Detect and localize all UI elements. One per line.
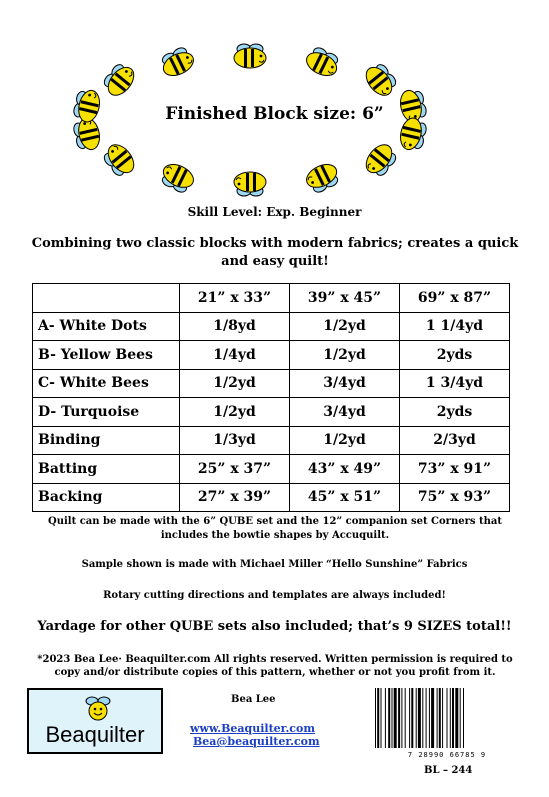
bee-icon	[100, 140, 139, 180]
table-row	[33, 341, 510, 370]
table-cell: 1/2yd	[180, 398, 290, 427]
table-cell: 1/8yd	[180, 312, 290, 341]
table-cell: 1/2yd	[290, 426, 400, 455]
logo-text: Beaquilter	[45, 722, 145, 747]
table-cell: 3/4yd	[290, 398, 400, 427]
row-label: Backing	[33, 483, 180, 512]
row-label: Binding	[33, 426, 180, 455]
table-cell: 2yds	[400, 398, 510, 427]
table-row	[33, 426, 510, 455]
table-cell: 1/2yd	[180, 369, 290, 398]
table-header-blank	[33, 284, 180, 313]
table-cell: 1/4yd	[180, 341, 290, 370]
website-link[interactable]: www.Beaquilter.com	[190, 722, 315, 735]
table-cell: 25” x 37”	[180, 455, 290, 484]
bee-icon	[158, 45, 197, 81]
bee-icon	[361, 140, 400, 180]
table-header-row	[33, 284, 510, 313]
yardage-note: Yardage for other QUBE sets also included; that’s 9 SIZES total!!	[37, 619, 512, 634]
table-row	[33, 483, 510, 512]
table-cell: 2yds	[400, 341, 510, 370]
table-cell: 1/2yd	[290, 312, 400, 341]
bee-icon	[83, 693, 113, 723]
table-row	[33, 398, 510, 427]
table-cell: 73” x 91”	[400, 455, 510, 484]
author-name: Bea Lee	[231, 694, 276, 705]
row-label: Batting	[33, 455, 180, 484]
table-cell: 27” x 39”	[180, 483, 290, 512]
sample-note: Sample shown is made with Michael Miller “Hello Sunshine” Fabrics	[81, 559, 468, 570]
table-cell: 75” x 93”	[400, 483, 510, 512]
qube-note: Quilt can be made with the 6” QUBE set and the 12” companion set Corners that includes the bowtie shapes by Accuquilt.	[48, 516, 502, 541]
table-header-cell: 21” x 33”	[180, 284, 290, 313]
table-cell: 1 1/4yd	[400, 312, 510, 341]
bee-icon	[303, 45, 342, 81]
table-cell: 45” x 51”	[290, 483, 400, 512]
table-cell: 43” x 49”	[290, 455, 400, 484]
rotary-note: Rotary cutting directions and templates are always included!	[103, 590, 446, 601]
bee-icon	[361, 60, 400, 100]
row-label: C- White Bees	[33, 369, 180, 398]
copyright-text: *2023 Bea Lee· Beaquilter.com All rights reserved. Written permission is required to copy and/or distribute copies of this pattern, whether or not you profit from it.	[37, 654, 513, 678]
intro-text: Combining two classic blocks with modern fabrics; creates a quick and easy quilt!	[31, 236, 519, 269]
table-cell: 1/2yd	[290, 341, 400, 370]
barcode	[371, 686, 521, 750]
row-label: A- White Dots	[33, 312, 180, 341]
table-cell: 1 3/4yd	[400, 369, 510, 398]
bee-icon	[234, 44, 266, 68]
table-row	[33, 369, 510, 398]
table-cell: 2/3yd	[400, 426, 510, 455]
yardage-table	[32, 283, 510, 512]
pattern-code: BL – 244	[424, 765, 473, 776]
row-label: D- Turquoise	[33, 398, 180, 427]
block-size-title: Finished Block size: 6”	[165, 104, 384, 124]
table-row	[33, 312, 510, 341]
table-cell: 3/4yd	[290, 369, 400, 398]
skill-level: Skill Level: Exp. Beginner	[187, 205, 362, 219]
row-label: B- Yellow Bees	[33, 341, 180, 370]
beaquilter-logo	[27, 688, 163, 754]
table-header-cell: 69” x 87”	[400, 284, 510, 313]
table-cell: 1/3yd	[180, 426, 290, 455]
email-link[interactable]: Bea@beaquilter.com	[193, 735, 320, 748]
bee-icon	[303, 160, 342, 196]
bee-icon	[158, 160, 197, 196]
bee-icon	[234, 172, 266, 196]
table-header-cell: 39” x 45”	[290, 284, 400, 313]
bee-icon	[100, 60, 139, 100]
table-row	[33, 455, 510, 484]
barcode-number: 7 28990 66785 9	[407, 751, 487, 759]
